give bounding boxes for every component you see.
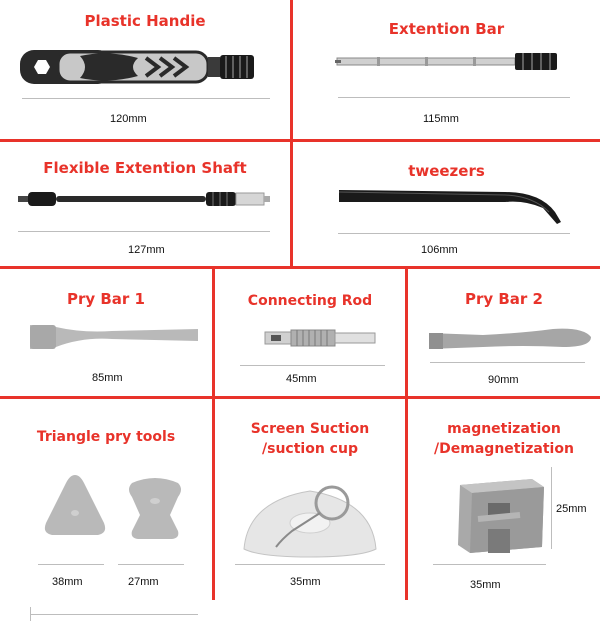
triangle-pry-title: Triangle pry tools — [36, 429, 176, 445]
cell-tweezers — [293, 142, 600, 266]
triangle-pry-measure-line-2 — [118, 564, 184, 565]
cell-flex-shaft — [0, 142, 290, 266]
cell-connecting-rod — [215, 269, 405, 396]
magnetizer-width-line — [433, 564, 546, 565]
pry-bar-1-title: Pry Bar 1 — [66, 290, 145, 308]
magnetizer-height-line — [551, 467, 552, 549]
magnetizer-dimension-height: 25mm — [556, 503, 587, 515]
pry-bar-1-dimension: 85mm — [92, 372, 123, 384]
flex-shaft-dimension: 127mm — [128, 244, 165, 256]
tweezers-title: tweezers — [408, 162, 485, 180]
triangle-pry-measure-line-1 — [38, 564, 104, 565]
magnetizer-title-line1: magnetization — [447, 421, 561, 437]
cell-plastic-handle — [0, 0, 290, 139]
flex-shaft-icon — [10, 184, 280, 214]
extension-bar-dimension: 115mm — [423, 113, 459, 125]
cell-extension-bar — [293, 0, 600, 139]
pry-bar-2-measure-line — [430, 362, 585, 363]
triangle-pry-small-icon — [120, 475, 190, 545]
connecting-rod-icon — [263, 323, 383, 353]
plastic-handle-measure-line — [22, 98, 270, 99]
magnetizer-dimension-width: 35mm — [470, 579, 501, 591]
triangle-pry-dimension-2: 27mm — [128, 576, 159, 588]
screwdriver-handle-icon — [18, 42, 268, 92]
cell-pry-bar-2 — [408, 269, 600, 396]
flex-shaft-title: Flexible Extention Shaft — [43, 159, 247, 177]
connecting-rod-measure-line — [240, 365, 385, 366]
tweezers-icon — [335, 182, 575, 232]
plastic-handle-title: Plastic Handie — [84, 12, 206, 30]
pry-bar-1-icon — [22, 317, 202, 357]
suction-cup-dimension: 35mm — [290, 576, 321, 588]
extension-bar-measure-line — [338, 97, 570, 98]
cell-suction-cup — [215, 399, 405, 600]
cell-pry-bar-1 — [0, 269, 212, 396]
magnetizer-title-line2: /Demagnetization — [434, 441, 574, 457]
magnetizer-icon — [448, 475, 548, 555]
plastic-handle-dimension: 120mm — [110, 113, 147, 125]
suction-cup-title-line2: /suction cup — [262, 441, 358, 457]
cell-triangle-pry — [0, 399, 212, 600]
connecting-rod-title: Connecting Rod — [247, 293, 373, 309]
triangle-pry-icon — [40, 471, 110, 541]
extension-bar-title: Extention Bar — [388, 20, 505, 38]
extension-bar-icon — [335, 47, 575, 77]
suction-cup-measure-line — [235, 564, 385, 565]
flex-shaft-measure-line — [18, 231, 270, 232]
pry-bar-2-dimension: 90mm — [488, 374, 519, 386]
suction-cup-title-line1: Screen Suction — [250, 421, 370, 437]
pry-bar-1-measure-line — [30, 614, 198, 615]
connecting-rod-dimension: 45mm — [286, 373, 317, 385]
triangle-pry-dimension-1: 38mm — [52, 576, 83, 588]
pry-bar-2-icon — [423, 325, 598, 365]
suction-cup-icon — [240, 461, 380, 571]
tweezers-measure-line — [338, 233, 570, 234]
pry-bar-2-title: Pry Bar 2 — [464, 290, 543, 308]
tweezers-dimension: 106mm — [421, 244, 458, 256]
cell-magnetizer — [408, 399, 600, 600]
